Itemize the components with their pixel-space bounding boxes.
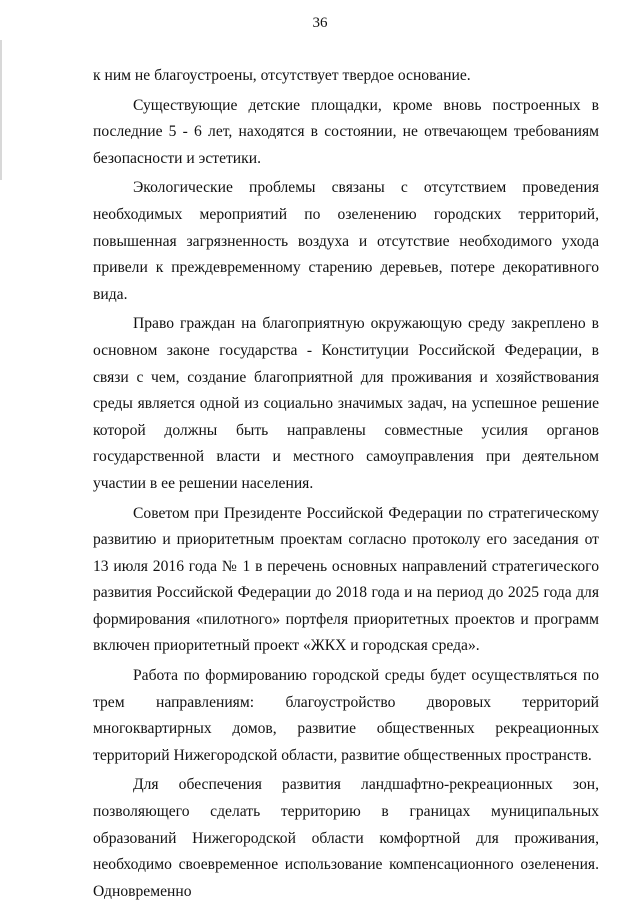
paragraph-presidential-council: Советом при Президенте Российской Федерации по стратегическому развитию и приоритетным проектам согласно протоколу его заседания от 13 июля 2016 года № 1 в перечень основных направлений стратегического развития Российской Федерации до 2018 года и на период до 2025 года для формирования «пилотного» портфеля приоритетных проектов и программ включен приоритетный проект «ЖКХ и городская среда». <box>93 504 599 655</box>
paragraph-landscaping: Для обеспечения развития ландшафтно-рекреационных зон, позволяющего сделать территорию в границах муниципальных образований Нижегородской области комфортной для проживания, необходимо своевременное использование компенсационного озеленения. Одновременно <box>93 776 599 900</box>
document-body <box>93 63 599 908</box>
page-number: 36 <box>312 15 328 31</box>
paragraph-constitution: Право граждан на благоприятную окружающую среду закреплено в основном законе государства - Конституции Российской Федерации, в связи с чем, создание благоприятной для проживания и хозяйствования среды является одной из социально значимых задач, на успешное решение которой должны быть направлены совместные усилия органов государственной власти и местного самоуправления при деятельном участии в ее решении населения. <box>93 315 599 492</box>
scan-edge-mark <box>0 40 2 180</box>
paragraph-playgrounds: Существующие детские площадки, кроме вновь построенных в последние 5 - 6 лет, находятся в состоянии, не отвечающем требованиям безопасности и эстетики. <box>93 96 599 167</box>
paragraph-ecology: Экологические проблемы связаны с отсутствием проведения необходимых мероприятий по озеленению городских территорий, повышенная загрязненность воздуха и отсутствие необходимого ухода привели к преждевременному старению деревьев, потере декоративного вида. <box>93 179 599 303</box>
paragraph-continuation: к ним не благоустроены, отсутствует твердое основание. <box>93 67 471 84</box>
paragraph-urban-environment: Работа по формированию городской среды будет осуществляться по трем направлениям: благоустройство дворовых территорий многоквартирных домов, развитие общественных рекреационных территорий Нижегородской области, развитие общественных пространств. <box>93 667 599 764</box>
